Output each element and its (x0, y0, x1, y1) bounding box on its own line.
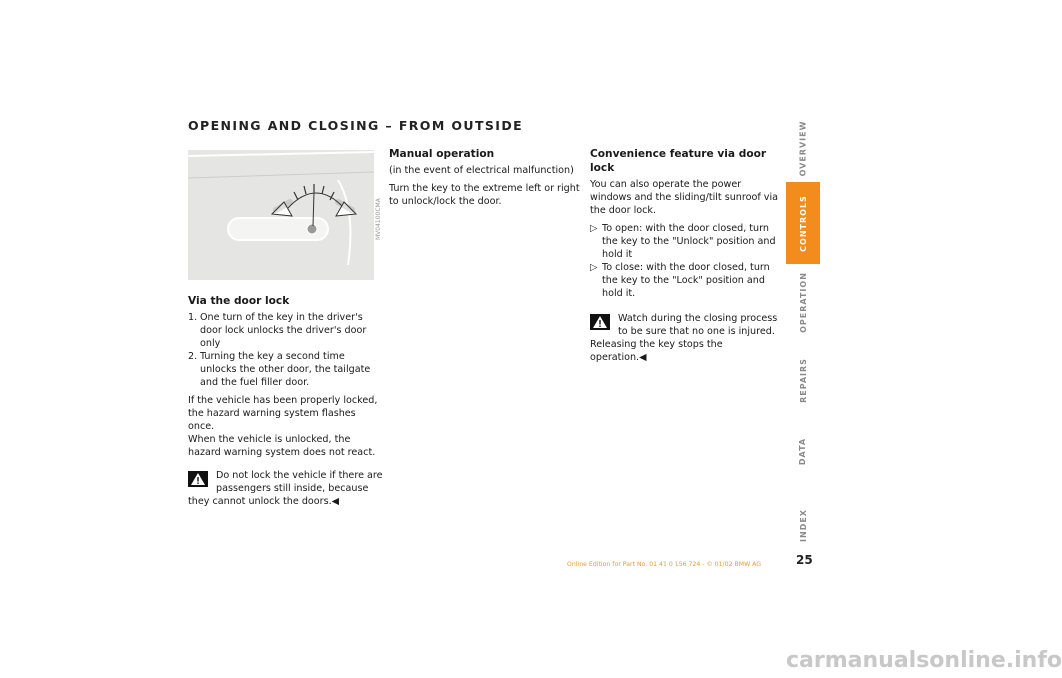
tab-data[interactable]: DATA (798, 437, 808, 465)
column-convenience-feature (590, 147, 778, 364)
door-lock-heading: Via the door lock (188, 295, 290, 307)
tab-repairs[interactable]: REPAIRS (798, 357, 808, 403)
section-sidebar (786, 100, 820, 540)
door-handle-illustration (188, 150, 374, 280)
paragraph: You can also operate the power windows and the sliding/tilt sunroof via the door lock. (590, 179, 779, 216)
tab-overview[interactable]: OVERVIEW (798, 120, 808, 176)
list-item: 1. One turn of the key in the driver's door lock unlocks the driver's door only (188, 312, 367, 349)
warning-note: Watch during the closing process to be sure that no one is injured. Releasing the key stops the operation.◀ (590, 313, 778, 363)
page-number: 25 (796, 553, 813, 567)
list-item: ▷ To open: with the door closed, turn the key to the "Unlock" position and hold it (590, 223, 776, 260)
footer-text: Online Edition for Part No. 01 41 0 156 724 - © 01/02 BMW AG (567, 561, 762, 568)
list-item: 2. Turning the key a second time unlocks the other door, the tailgate and the fuel filler door. (188, 351, 371, 388)
watermark: carmanualsonline.info (786, 648, 1062, 673)
tab-index[interactable]: INDEX (798, 508, 808, 542)
section-title: OPENING AND CLOSING – FROM OUTSIDE (188, 118, 524, 133)
column-door-lock (188, 294, 384, 508)
paragraph: When the vehicle is unlocked, the hazard warning system does not react. (188, 434, 376, 458)
warning-icon (590, 314, 610, 330)
paragraph: Turn the key to the extreme left or right to unlock/lock the door. (389, 183, 580, 207)
paragraph: (in the event of electrical malfunction) (389, 165, 574, 176)
figure-code: MV04100CMA (375, 198, 382, 240)
warning-icon (188, 471, 208, 487)
list-item: ▷ To close: with the door closed, turn the key to the "Lock" position and hold it. (590, 262, 770, 299)
tab-operation[interactable]: OPERATION (798, 271, 808, 333)
manual-operation-heading: Manual operation (389, 148, 495, 160)
tab-controls[interactable]: CONTROLS (786, 182, 820, 264)
door-handle-figure (188, 150, 374, 280)
convenience-heading: Convenience feature via door lock (590, 148, 767, 174)
warning-note: Do not lock the vehicle if there are passengers still inside, because they cannot unlock the doors.◀ (188, 470, 383, 507)
column-manual-operation (389, 147, 581, 213)
paragraph: If the vehicle has been properly locked, the hazard warning system flashes once. (188, 395, 378, 432)
